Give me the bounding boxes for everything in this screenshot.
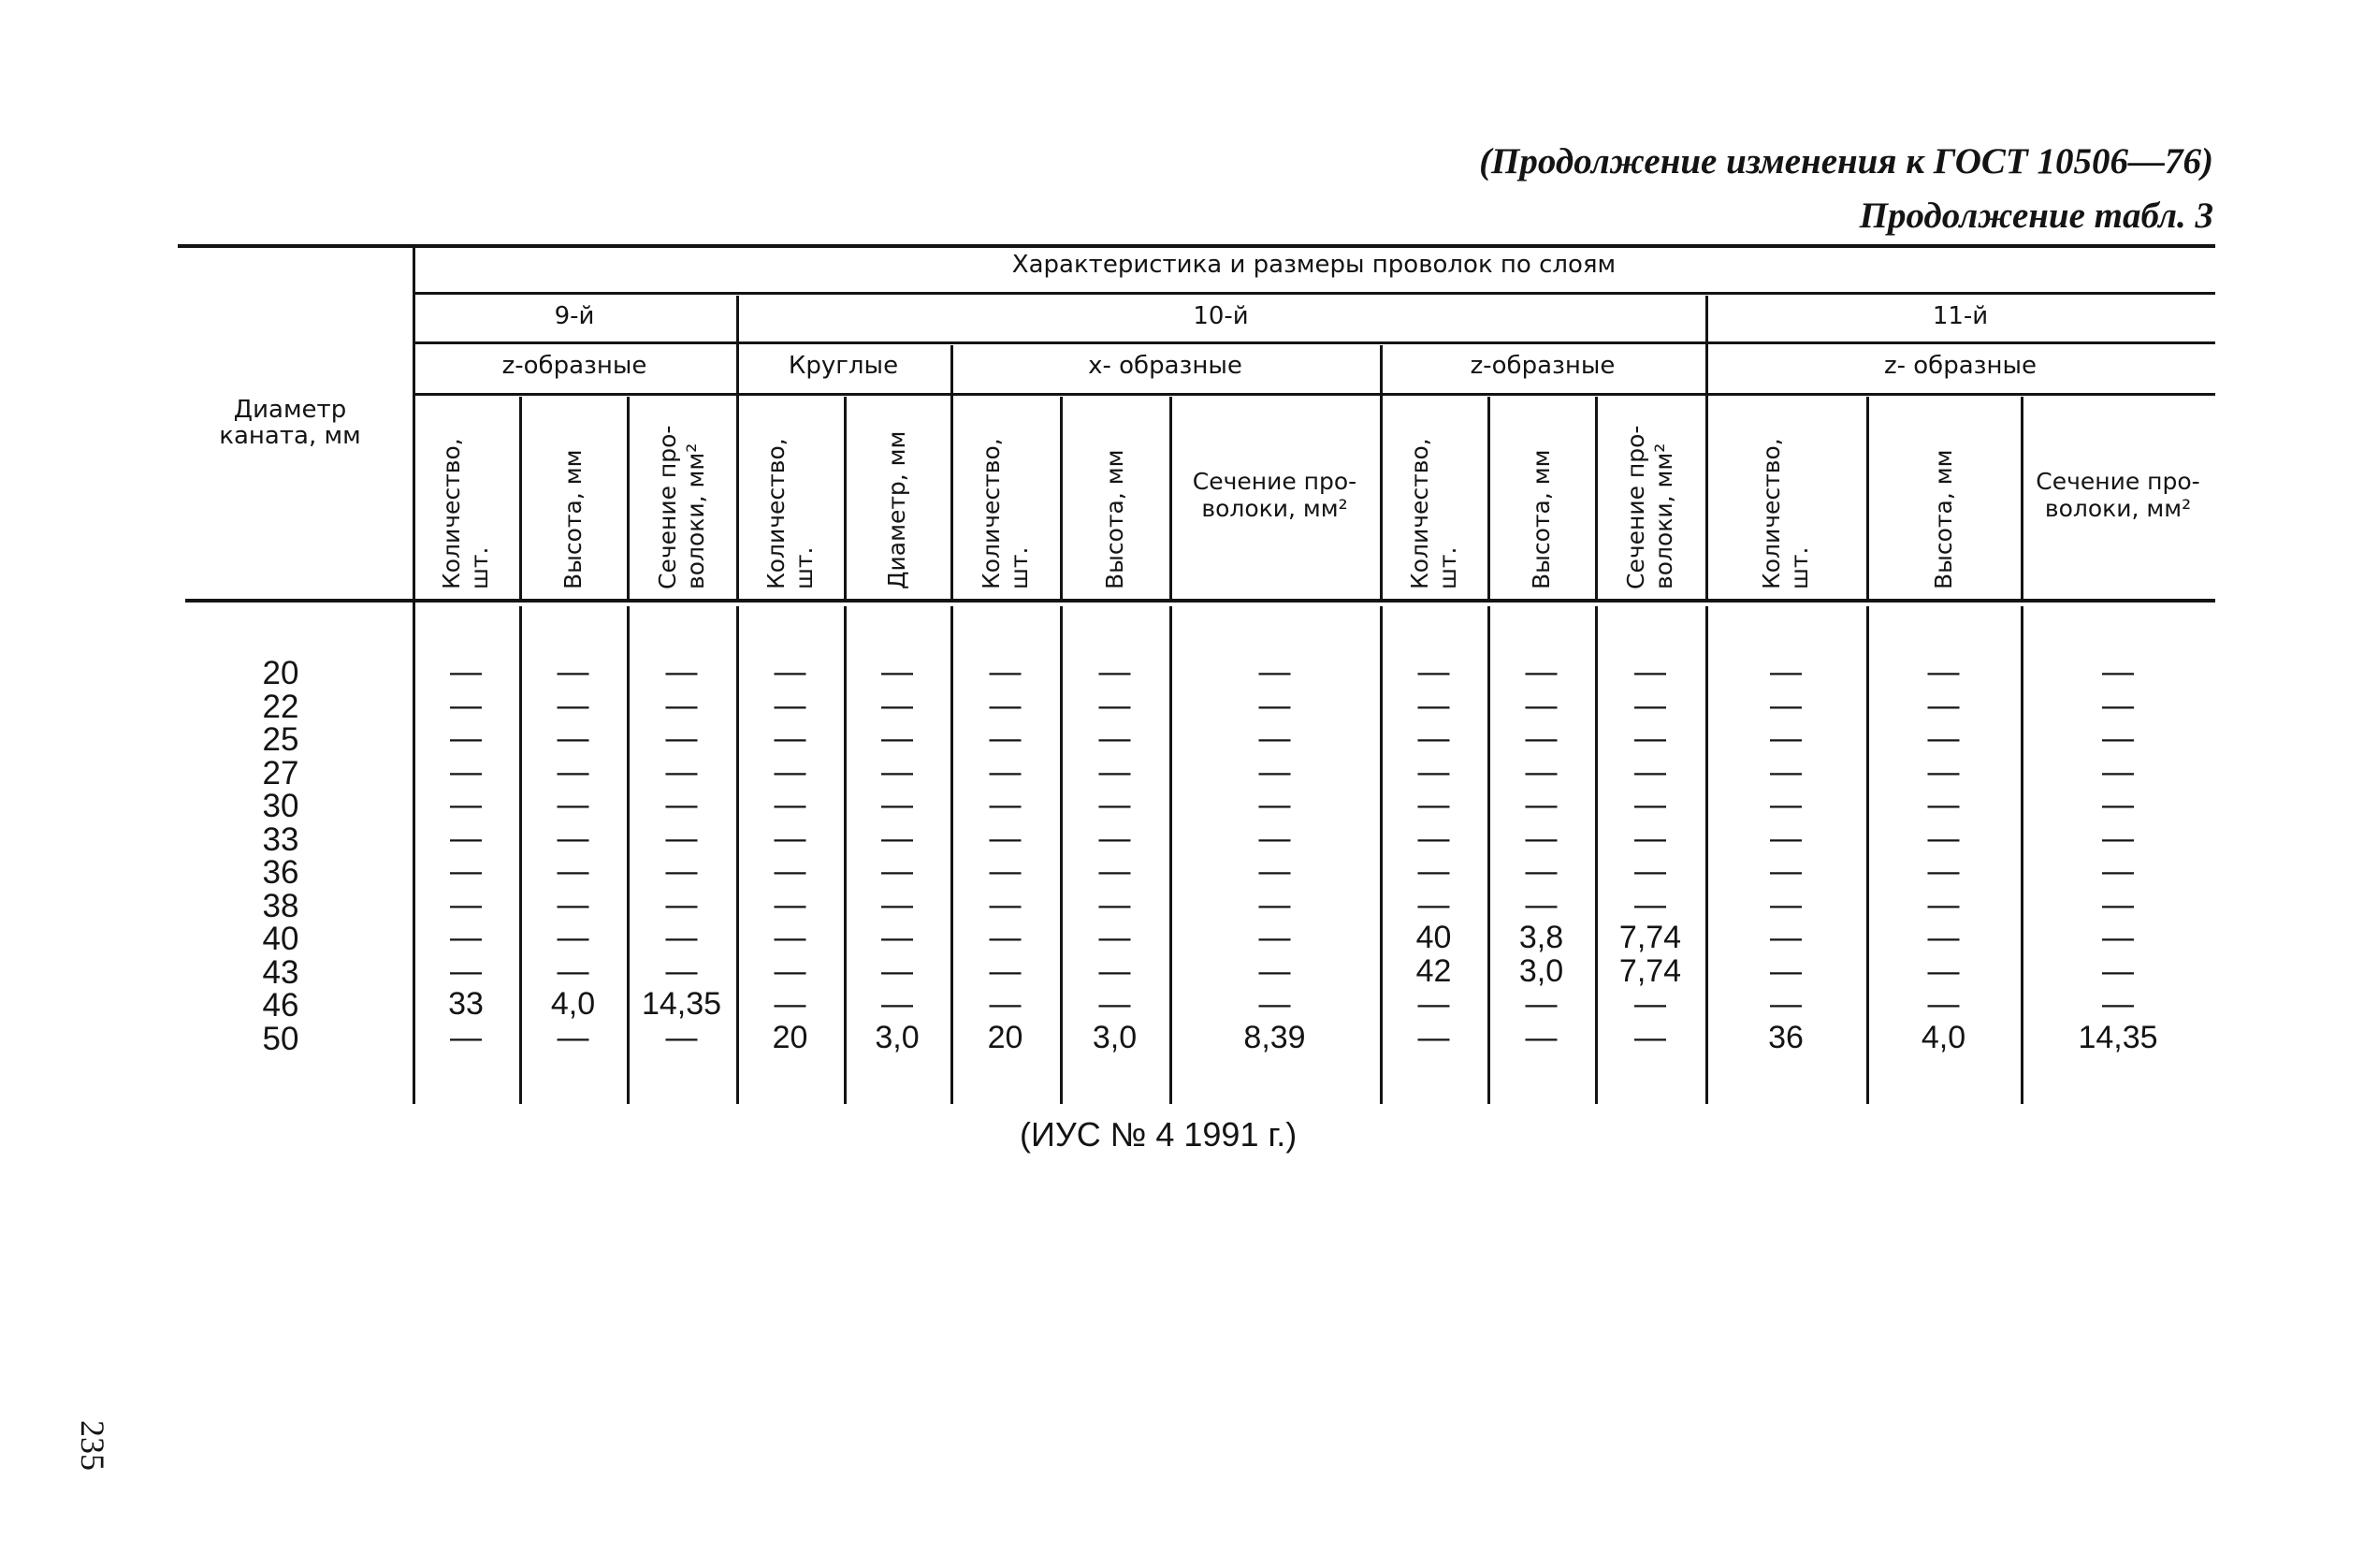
cell-empty: — <box>1634 754 1666 790</box>
cell-value: 20 <box>987 1020 1023 1055</box>
cell-empty: — <box>774 720 806 756</box>
cell-empty: — <box>1098 754 1131 790</box>
cell-empty: — <box>881 887 913 922</box>
cell-empty: — <box>1927 820 1960 856</box>
cell-empty: — <box>450 820 482 856</box>
cell-empty: — <box>989 720 1022 756</box>
cell-empty: — <box>1634 887 1666 922</box>
cell-empty: — <box>774 754 806 790</box>
cell-value: 7,74 <box>1618 953 1682 989</box>
cell-empty: — <box>774 853 806 889</box>
cell-empty: — <box>1927 920 1960 955</box>
cell-empty: — <box>1634 787 1666 822</box>
cell-empty: — <box>1525 787 1558 822</box>
cell-empty: — <box>1770 720 1802 756</box>
cell-empty: — <box>989 887 1022 922</box>
cell-empty: — <box>557 688 589 723</box>
cell-empty: — <box>774 820 806 856</box>
cell-empty: — <box>1634 853 1666 889</box>
cell-empty: — <box>1927 787 1960 822</box>
cell-empty: — <box>2102 754 2134 790</box>
column-header: Количество, шт. <box>438 438 493 589</box>
cell-empty: — <box>1098 787 1131 822</box>
cell-empty: — <box>1258 887 1291 922</box>
cell-empty: — <box>881 820 913 856</box>
cell-empty: — <box>557 953 589 989</box>
column-divider <box>519 397 522 599</box>
column-header: Высота, мм <box>1100 449 1128 589</box>
cell-empty: — <box>1770 688 1802 723</box>
cell-empty: — <box>989 953 1022 989</box>
shape-header: Круглые <box>788 352 899 380</box>
cell-empty: — <box>774 787 806 822</box>
cell-empty: — <box>1525 887 1558 922</box>
cell-empty: — <box>989 820 1022 856</box>
cell-empty: — <box>1634 720 1666 756</box>
diameter-value: 50 <box>262 1021 299 1057</box>
column-header: Высота, мм <box>1527 449 1555 589</box>
cell-empty: — <box>2102 820 2134 856</box>
column-header: Количество, шт. <box>761 438 818 589</box>
cell-value: 36 <box>1768 1020 1804 1055</box>
cell-empty: — <box>557 820 589 856</box>
cell-empty: — <box>450 754 482 790</box>
cell-empty: — <box>557 920 589 955</box>
cell-empty: — <box>1927 953 1960 989</box>
cell-value: 3,8 <box>1518 920 1564 955</box>
cell-empty: — <box>1770 853 1802 889</box>
cell-empty: — <box>881 953 913 989</box>
cell-empty: — <box>1098 688 1131 723</box>
cell-empty: — <box>774 986 806 1022</box>
cell-empty: — <box>1417 688 1450 723</box>
cell-empty: — <box>1258 986 1291 1022</box>
column-divider <box>1487 397 1490 599</box>
cell-empty: — <box>989 754 1022 790</box>
cell-empty: — <box>1525 754 1558 790</box>
cell-empty: — <box>1417 1020 1450 1055</box>
page-number: 235 <box>74 1420 111 1471</box>
shape-header: z-образные <box>1470 352 1616 380</box>
cell-empty: — <box>1927 720 1960 756</box>
cell-empty: — <box>1770 654 1802 690</box>
cell-empty: — <box>881 787 913 822</box>
cell-value: 7,74 <box>1618 920 1682 955</box>
column-divider <box>1595 397 1598 599</box>
column-header-bottom-rule <box>185 599 2215 603</box>
cell-empty: — <box>450 688 482 723</box>
cell-empty: — <box>1927 853 1960 889</box>
cell-empty: — <box>1258 920 1291 955</box>
column-divider <box>1866 397 1869 599</box>
cell-empty: — <box>1525 720 1558 756</box>
cell-empty: — <box>450 654 482 690</box>
cell-empty: — <box>881 688 913 723</box>
cell-empty: — <box>1098 720 1131 756</box>
table-top-rule <box>178 244 2215 248</box>
cell-empty: — <box>2102 688 2134 723</box>
cell-empty: — <box>1770 920 1802 955</box>
cell-value: 4,0 <box>550 986 596 1022</box>
cell-value: 3,0 <box>1092 1020 1138 1055</box>
diameter-value: 30 <box>262 788 299 824</box>
cell-empty: — <box>665 754 698 790</box>
cell-empty: — <box>1258 953 1291 989</box>
shape-divider <box>950 345 953 599</box>
cell-empty: — <box>881 853 913 889</box>
cell-empty: — <box>1525 986 1558 1022</box>
cell-empty: — <box>1927 688 1960 723</box>
cell-empty: — <box>2102 654 2134 690</box>
cell-empty: — <box>1927 887 1960 922</box>
cell-empty: — <box>1098 953 1131 989</box>
cell-empty: — <box>989 688 1022 723</box>
cell-empty: — <box>1770 887 1802 922</box>
column-divider <box>844 397 847 599</box>
layer-header-rule <box>413 341 2215 344</box>
layer-header: 11-й <box>1932 302 1989 330</box>
cell-empty: — <box>989 986 1022 1022</box>
cell-empty: — <box>557 1020 589 1055</box>
column-header: Количество, шт. <box>977 438 1033 589</box>
cell-empty: — <box>774 953 806 989</box>
cell-empty: — <box>881 986 913 1022</box>
cell-value: 20 <box>772 1020 808 1055</box>
shape-header: z-образные <box>501 352 647 380</box>
cell-empty: — <box>1258 688 1291 723</box>
cell-empty: — <box>1770 787 1802 822</box>
column-header: Количество, шт. <box>1758 438 1813 589</box>
cell-empty: — <box>665 654 698 690</box>
cell-empty: — <box>1098 920 1131 955</box>
diameter-value: 25 <box>262 721 299 758</box>
cell-empty: — <box>881 720 913 756</box>
footnote: (ИУС № 4 1991 г.) <box>1020 1115 1298 1154</box>
cell-empty: — <box>1417 787 1450 822</box>
cell-empty: — <box>2102 920 2134 955</box>
cell-empty: — <box>1770 986 1802 1022</box>
table-continuation-label: Продолжение табл. 3 <box>1859 196 2213 236</box>
cell-empty: — <box>1417 853 1450 889</box>
cell-value: 14,35 <box>2078 1020 2158 1055</box>
cell-empty: — <box>881 754 913 790</box>
cell-empty: — <box>1770 820 1802 856</box>
cell-value: 3,0 <box>1518 953 1564 989</box>
cell-empty: — <box>557 853 589 889</box>
diameter-value: 27 <box>262 755 299 791</box>
column-header: Количество, шт. <box>1405 438 1461 589</box>
cell-empty: — <box>665 720 698 756</box>
diameter-value: 33 <box>262 821 299 858</box>
column-header: Сечение про- волоки, мм² <box>2036 468 2200 522</box>
column-header: Высота, мм <box>1929 449 1957 589</box>
cell-empty: — <box>1258 754 1291 790</box>
cell-empty: — <box>989 920 1022 955</box>
cell-empty: — <box>665 1020 698 1055</box>
shape-header: x- образные <box>1088 352 1242 380</box>
cell-empty: — <box>665 688 698 723</box>
cell-empty: — <box>450 887 482 922</box>
shape-divider <box>1380 345 1383 599</box>
cell-empty: — <box>989 853 1022 889</box>
cell-empty: — <box>1258 820 1291 856</box>
cell-empty: — <box>557 787 589 822</box>
cell-empty: — <box>557 654 589 690</box>
document-continuation-header: (Продолжение изменения к ГОСТ 10506—76) <box>1479 141 2213 181</box>
cell-empty: — <box>450 953 482 989</box>
cell-empty: — <box>1927 986 1960 1022</box>
cell-empty: — <box>774 887 806 922</box>
cell-empty: — <box>665 920 698 955</box>
cell-empty: — <box>1525 820 1558 856</box>
cell-empty: — <box>450 853 482 889</box>
cell-empty: — <box>557 720 589 756</box>
cell-empty: — <box>1258 654 1291 690</box>
cell-empty: — <box>881 654 913 690</box>
column-header: Высота, мм <box>558 449 587 589</box>
cell-empty: — <box>1634 688 1666 723</box>
cell-empty: — <box>774 688 806 723</box>
cell-empty: — <box>774 920 806 955</box>
cell-empty: — <box>774 654 806 690</box>
cell-empty: — <box>1417 820 1450 856</box>
cell-empty: — <box>1634 1020 1666 1055</box>
group-header: Характеристика и размеры проволок по слоям <box>1011 251 1617 279</box>
cell-empty: — <box>1634 986 1666 1022</box>
column-header: Сечение про- волоки, мм² <box>1192 468 1357 522</box>
cell-value: 40 <box>1415 920 1452 955</box>
layer-divider <box>736 296 739 599</box>
diameter-value: 43 <box>262 954 299 991</box>
cell-empty: — <box>557 887 589 922</box>
cell-value: 33 <box>448 986 484 1022</box>
column-header: Сечение про- волоки, мм² <box>1622 425 1677 589</box>
cell-empty: — <box>1258 787 1291 822</box>
cell-empty: — <box>1525 654 1558 690</box>
diameter-value: 20 <box>262 655 299 691</box>
cell-empty: — <box>1927 654 1960 690</box>
cell-empty: — <box>989 654 1022 690</box>
layer-header: 9-й <box>554 302 595 330</box>
cell-empty: — <box>1417 887 1450 922</box>
cell-empty: — <box>1098 986 1131 1022</box>
diameter-value: 36 <box>262 854 299 891</box>
cell-empty: — <box>1634 654 1666 690</box>
cell-empty: — <box>1417 986 1450 1022</box>
cell-empty: — <box>665 953 698 989</box>
cell-value: 3,0 <box>875 1020 920 1055</box>
cell-empty: — <box>1525 853 1558 889</box>
cell-empty: — <box>2102 986 2134 1022</box>
cell-empty: — <box>450 920 482 955</box>
cell-empty: — <box>2102 953 2134 989</box>
row-header-label: Диаметр каната, мм <box>219 396 361 450</box>
cell-empty: — <box>665 787 698 822</box>
cell-empty: — <box>989 787 1022 822</box>
cell-empty: — <box>1258 853 1291 889</box>
cell-empty: — <box>1098 853 1131 889</box>
cell-empty: — <box>450 1020 482 1055</box>
cell-empty: — <box>665 853 698 889</box>
cell-empty: — <box>1770 953 1802 989</box>
cell-empty: — <box>2102 853 2134 889</box>
cell-empty: — <box>1098 887 1131 922</box>
cell-value: 14,35 <box>641 986 722 1022</box>
cell-empty: — <box>1417 654 1450 690</box>
cell-empty: — <box>1098 654 1131 690</box>
layer-divider <box>1705 296 1708 599</box>
cell-empty: — <box>1525 1020 1558 1055</box>
cell-empty: — <box>665 820 698 856</box>
column-divider <box>1060 397 1063 599</box>
layer-header: 10-й <box>1193 302 1249 330</box>
cell-empty: — <box>2102 887 2134 922</box>
cell-value: 4,0 <box>1921 1020 1966 1055</box>
cell-empty: — <box>450 787 482 822</box>
diameter-value: 22 <box>262 689 299 725</box>
cell-empty: — <box>2102 787 2134 822</box>
cell-value: 42 <box>1415 953 1452 989</box>
cell-empty: — <box>557 754 589 790</box>
column-header: Диаметр, мм <box>883 430 910 589</box>
shape-header: z- образные <box>1883 352 2038 380</box>
cell-empty: — <box>450 720 482 756</box>
column-divider <box>627 397 630 599</box>
cell-empty: — <box>1927 754 1960 790</box>
cell-empty: — <box>1258 720 1291 756</box>
cell-empty: — <box>1525 688 1558 723</box>
cell-empty: — <box>1098 820 1131 856</box>
column-header: Сечение про- волоки, мм² <box>653 425 709 589</box>
cell-empty: — <box>2102 720 2134 756</box>
cell-empty: — <box>1417 754 1450 790</box>
cell-empty: — <box>1634 820 1666 856</box>
diameter-value: 46 <box>262 987 299 1024</box>
diameter-value: 40 <box>262 921 299 957</box>
cell-empty: — <box>881 920 913 955</box>
cell-empty: — <box>1417 720 1450 756</box>
diameter-value: 38 <box>262 888 299 924</box>
cell-empty: — <box>1770 754 1802 790</box>
cell-empty: — <box>665 887 698 922</box>
cell-value: 8,39 <box>1243 1020 1306 1055</box>
group-header-rule <box>413 292 2215 295</box>
